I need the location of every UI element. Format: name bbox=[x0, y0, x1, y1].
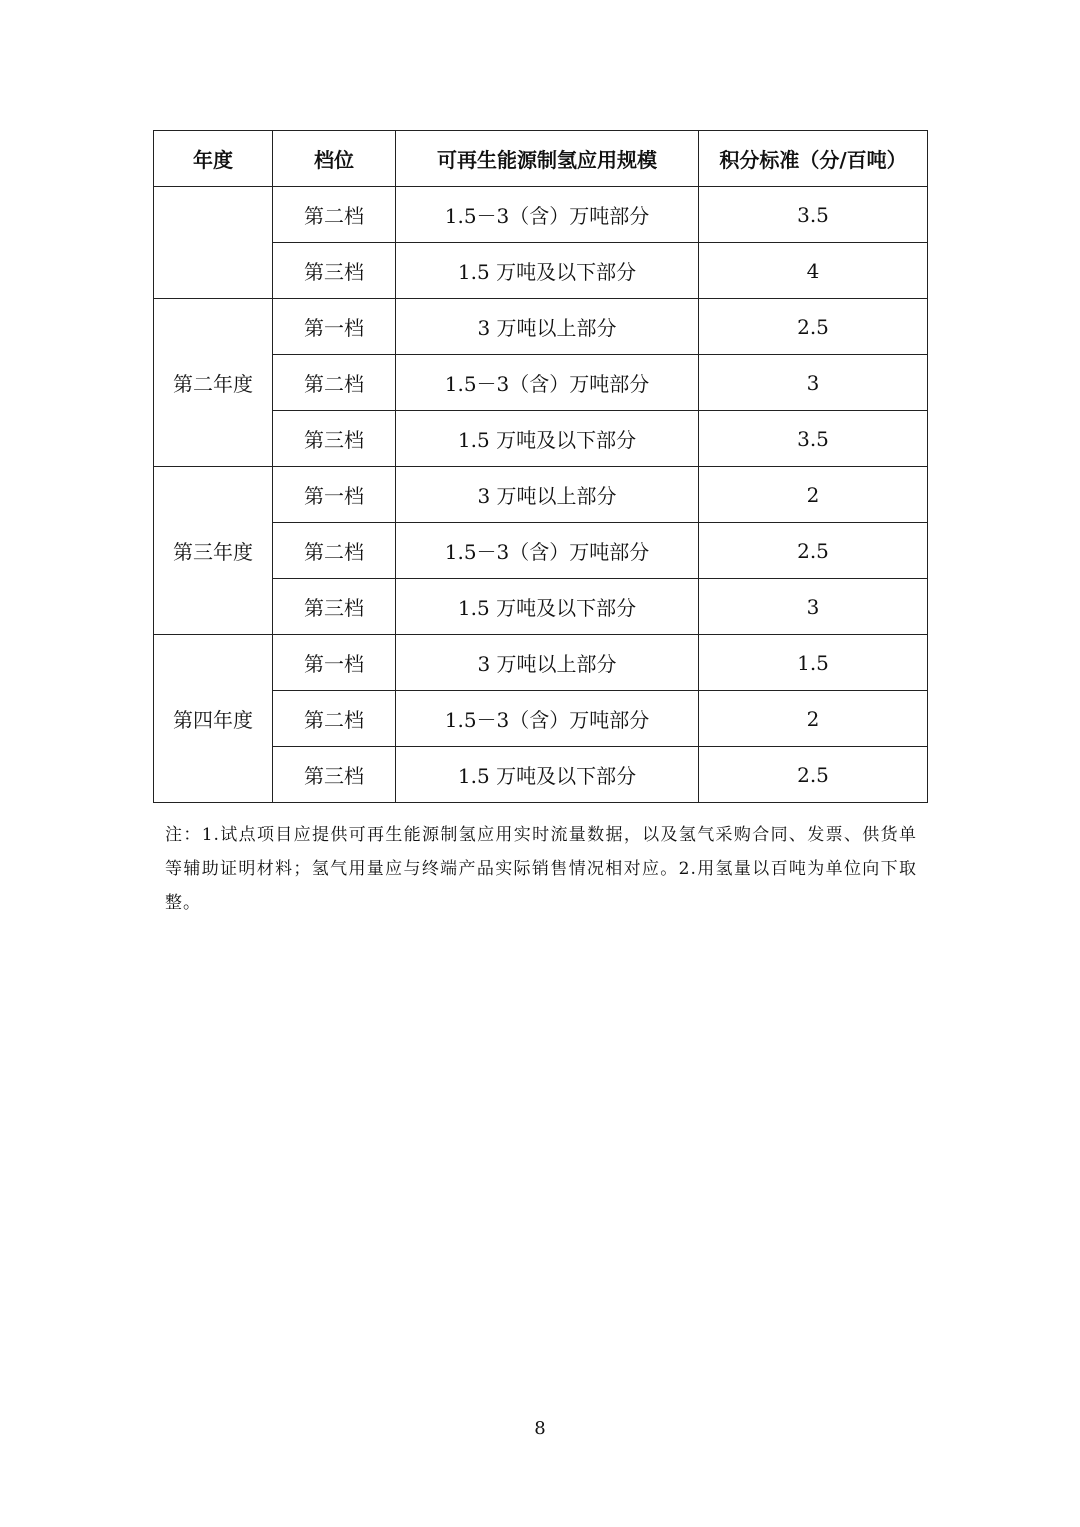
tier-cell: 第三档 bbox=[273, 747, 396, 803]
tier-cell: 第三档 bbox=[273, 411, 396, 467]
score-cell: 2 bbox=[699, 467, 928, 523]
table-row bbox=[154, 187, 928, 243]
scale-cell: 1.5－3（含）万吨部分 bbox=[396, 523, 699, 579]
score-cell: 3.5 bbox=[699, 411, 928, 467]
tier-cell: 第三档 bbox=[273, 243, 396, 299]
scale-cell: 3 万吨以上部分 bbox=[396, 299, 699, 355]
header-scale: 可再生能源制氢应用规模 bbox=[396, 131, 699, 187]
header-year: 年度 bbox=[154, 131, 273, 187]
table-row bbox=[154, 635, 928, 691]
hydrogen-score-table bbox=[153, 130, 928, 803]
year-cell bbox=[154, 187, 273, 299]
table-header-row bbox=[154, 131, 928, 187]
year-cell: 第三年度 bbox=[154, 467, 273, 635]
score-cell: 3 bbox=[699, 579, 928, 635]
scale-cell: 3 万吨以上部分 bbox=[396, 635, 699, 691]
scale-cell: 1.5 万吨及以下部分 bbox=[396, 243, 699, 299]
table-note: 注：1.试点项目应提供可再生能源制氢应用实时流量数据，以及氢气采购合同、发票、供货单等辅助证明材料；氢气用量应与终端产品实际销售情况相对应。2.用氢量以百吨为单位向下取整。 bbox=[165, 825, 917, 913]
tier-cell: 第三档 bbox=[273, 579, 396, 635]
tier-cell: 第一档 bbox=[273, 635, 396, 691]
tier-cell: 第一档 bbox=[273, 467, 396, 523]
tier-cell: 第一档 bbox=[273, 299, 396, 355]
page-number: 8 bbox=[534, 1418, 546, 1439]
scale-cell: 1.5 万吨及以下部分 bbox=[396, 411, 699, 467]
score-cell: 3 bbox=[699, 355, 928, 411]
scale-cell: 1.5 万吨及以下部分 bbox=[396, 747, 699, 803]
score-cell: 3.5 bbox=[699, 187, 928, 243]
year-cell: 第四年度 bbox=[154, 635, 273, 803]
scale-cell: 3 万吨以上部分 bbox=[396, 467, 699, 523]
table-row bbox=[154, 467, 928, 523]
year-cell: 第二年度 bbox=[154, 299, 273, 467]
score-cell: 2.5 bbox=[699, 747, 928, 803]
tier-cell: 第二档 bbox=[273, 691, 396, 747]
tier-cell: 第二档 bbox=[273, 355, 396, 411]
tier-cell: 第二档 bbox=[273, 187, 396, 243]
header-tier: 档位 bbox=[273, 131, 396, 187]
header-score: 积分标准（分/百吨） bbox=[699, 131, 928, 187]
score-cell: 2.5 bbox=[699, 299, 928, 355]
score-cell: 2.5 bbox=[699, 523, 928, 579]
score-cell: 2 bbox=[699, 691, 928, 747]
score-cell: 1.5 bbox=[699, 635, 928, 691]
table-row bbox=[154, 299, 928, 355]
scale-cell: 1.5 万吨及以下部分 bbox=[396, 579, 699, 635]
table-body bbox=[154, 187, 928, 803]
scale-cell: 1.5－3（含）万吨部分 bbox=[396, 187, 699, 243]
scale-cell: 1.5－3（含）万吨部分 bbox=[396, 691, 699, 747]
tier-cell: 第二档 bbox=[273, 523, 396, 579]
scale-cell: 1.5－3（含）万吨部分 bbox=[396, 355, 699, 411]
score-cell: 4 bbox=[699, 243, 928, 299]
